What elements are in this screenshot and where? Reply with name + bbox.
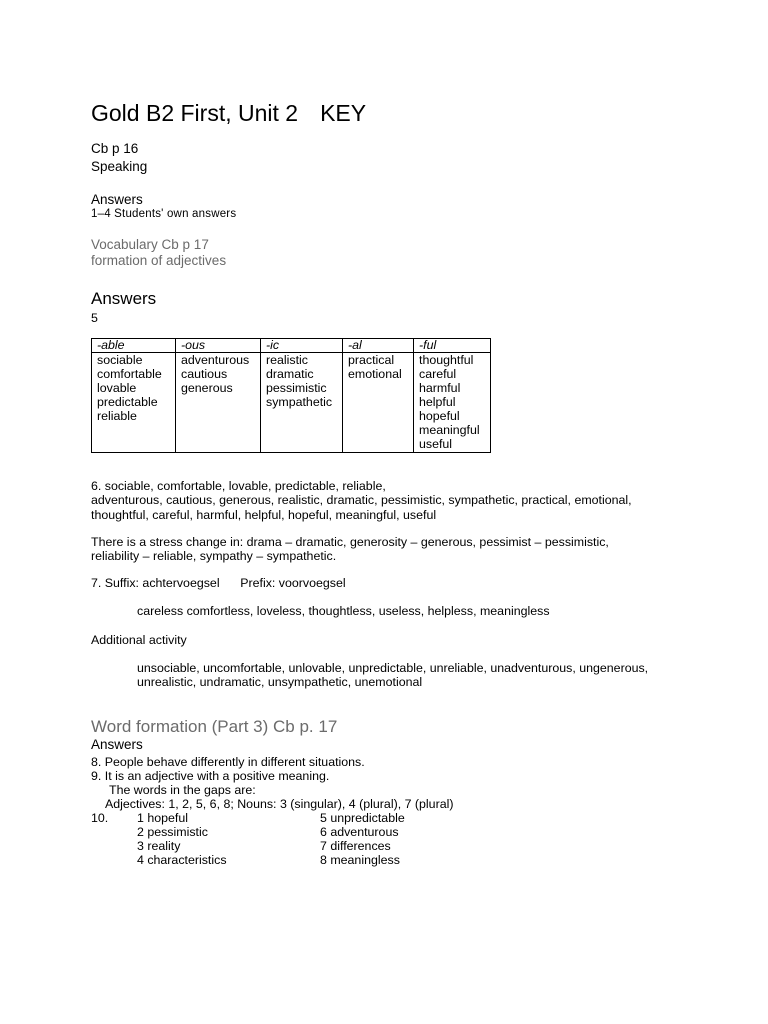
q10-answer-3: 3 reality <box>137 839 181 853</box>
additional-activity-line-2: unrealistic, undramatic, unsympathetic, unemotional <box>137 675 423 689</box>
table-word: harmful <box>419 381 461 395</box>
q6-line-1: 6. sociable, comfortable, lovable, predictable, reliable, <box>91 479 386 493</box>
table-header-able: -able <box>92 339 176 353</box>
adjective-suffix-table <box>91 338 491 453</box>
table-word: careful <box>419 367 457 381</box>
q6-line-2: adventurous, cautious, generous, realistic, dramatic, pessimistic, sympathetic, practical, emotional, <box>91 493 632 507</box>
table-word: predictable <box>97 395 158 409</box>
q9-answer: 9. It is an adjective with a positive meaning. <box>91 769 330 783</box>
table-word: emotional <box>348 367 402 381</box>
question-number-5: 5 <box>91 311 98 325</box>
vocabulary-heading: Vocabulary Cb p 17 <box>91 237 209 252</box>
speaking-label: Speaking <box>91 159 148 174</box>
table-cell-al <box>343 353 414 453</box>
q10-answer-5: 5 unpredictable <box>320 811 405 825</box>
vocabulary-answers-heading: Answers <box>91 289 157 308</box>
title-text: Gold B2 First, Unit 2 <box>91 100 299 126</box>
table-cell-ic <box>261 353 343 453</box>
table-word: sociable <box>97 353 143 367</box>
speaking-page-ref: Cb p 16 <box>91 141 139 156</box>
table-header-ous: -ous <box>176 339 261 353</box>
speaking-answers-heading: Answers <box>91 192 143 207</box>
q7-line: 7. Suffix: achtervoegsel Prefix: voorvoegsel <box>91 576 346 590</box>
q10-label: 10. <box>91 811 109 825</box>
q8-answer: 8. People behave differently in different situations. <box>91 755 365 769</box>
table-word: helpful <box>419 395 456 409</box>
table-word: sympathetic <box>266 395 333 409</box>
q10-answer-4: 4 characteristics <box>137 853 227 867</box>
table-header-row <box>92 339 491 353</box>
stress-change-line-1: There is a stress change in: drama – dramatic, generosity – generous, pessimist – pessimistic, <box>91 535 609 549</box>
word-formation-answers-heading: Answers <box>91 737 143 752</box>
table-word: hopeful <box>419 409 460 423</box>
table-word: meaningful <box>419 423 480 437</box>
table-header-ic: -ic <box>261 339 343 353</box>
table-cell-ous <box>176 353 261 453</box>
table-header-ful: -ful <box>414 339 491 353</box>
speaking-answers-text: 1–4 Students' own answers <box>91 208 237 220</box>
q10-answer-1: 1 hopeful <box>137 811 188 825</box>
table-row <box>92 353 491 453</box>
q9-gaps-intro: The words in the gaps are: <box>109 783 256 797</box>
table-word: useful <box>419 437 453 451</box>
q9-gaps-detail: Adjectives: 1, 2, 5, 6, 8; Nouns: 3 (singular), 4 (plural), 7 (plural) <box>105 797 454 811</box>
table-word: comfortable <box>97 367 162 381</box>
q10-answer-2: 2 pessimistic <box>137 825 208 839</box>
vocabulary-subheading: formation of adjectives <box>91 253 227 268</box>
q10-answer-8: 8 meaningless <box>320 853 400 867</box>
table-word: lovable <box>97 381 137 395</box>
table-word: pessimistic <box>266 381 327 395</box>
page-title <box>91 100 366 127</box>
table-word: thoughtful <box>419 353 474 367</box>
q10-answer-7: 7 differences <box>320 839 391 853</box>
table-word: dramatic <box>266 367 314 381</box>
q6-line-3: thoughtful, careful, harmful, helpful, hopeful, meaningful, useful <box>91 508 437 522</box>
table-word: cautious <box>181 367 228 381</box>
additional-activity-heading: Additional activity <box>91 633 187 647</box>
table-header-al: -al <box>343 339 414 353</box>
q7-examples: careless comfortless, loveless, thoughtless, useless, helpless, meaningless <box>137 604 550 618</box>
title-key: KEY <box>320 100 367 126</box>
table-cell-ful <box>414 353 491 453</box>
table-cell-able <box>92 353 176 453</box>
stress-change-line-2: reliability – reliable, sympathy – sympathetic. <box>91 549 337 563</box>
table-word: generous <box>181 381 233 395</box>
table-word: realistic <box>266 353 308 367</box>
table-word: adventurous <box>181 353 250 367</box>
word-formation-heading: Word formation (Part 3) Cb p. 17 <box>91 717 338 736</box>
table-word: reliable <box>97 409 137 423</box>
table-word: practical <box>348 353 395 367</box>
q10-answer-6: 6 adventurous <box>320 825 399 839</box>
additional-activity-line-1: unsociable, uncomfortable, unlovable, unpredictable, unreliable, unadventurous, ungenerous, <box>137 661 649 675</box>
